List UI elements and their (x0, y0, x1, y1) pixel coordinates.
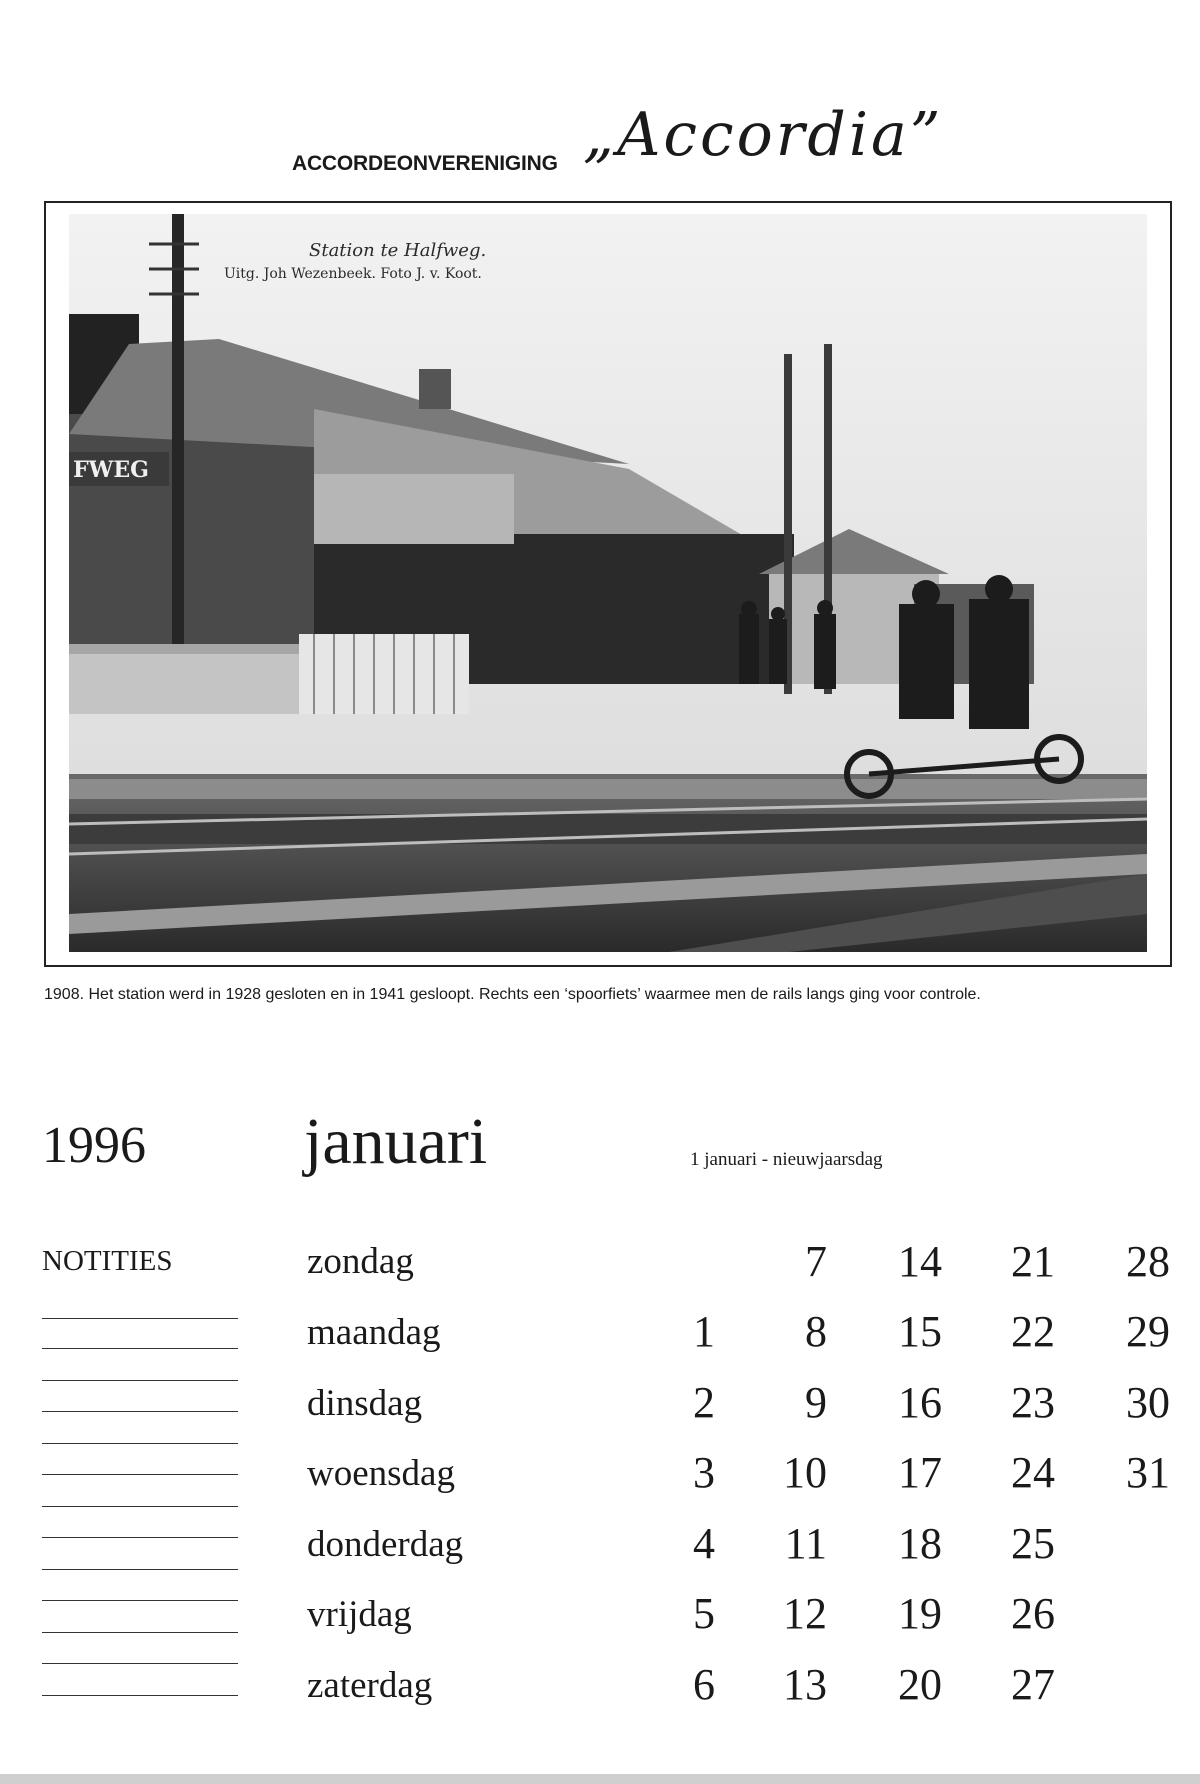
note-line (42, 1632, 238, 1633)
calendar-month: januari (304, 1105, 488, 1178)
date-cell: 23 (1011, 1378, 1055, 1427)
note-line (42, 1537, 238, 1538)
calendar-header (0, 100, 1200, 190)
photo-frame (44, 201, 1172, 967)
organization-name: ACCORDEONVERENIGING (292, 152, 558, 175)
brand-logo-text: „Accordia” (583, 100, 944, 170)
photo-caption: 1908. Het station werd in 1928 gesloten en in 1941 gesloopt. Rechts een ‘spoorfiets’ waarmee men de rails langs ging voor controle. (44, 986, 981, 1003)
date-cell: 26 (1011, 1589, 1055, 1638)
date-cell: 7 (805, 1237, 827, 1286)
day-label-donderdag: donderdag (307, 1524, 464, 1565)
date-cell: 28 (1126, 1237, 1170, 1286)
day-label-woensdag: woensdag (307, 1453, 455, 1494)
note-line (42, 1506, 238, 1507)
date-cell: 31 (1126, 1448, 1170, 1497)
calendar-year: 1996 (42, 1117, 146, 1174)
date-cell: 11 (784, 1519, 827, 1568)
date-cell: 5 (693, 1589, 715, 1638)
note-line (42, 1411, 238, 1412)
postcard-credit: Uitg. Joh Wezenbeek. Foto J. v. Koot. (224, 266, 482, 282)
date-cell: 6 (693, 1660, 715, 1709)
notes-title: NOTITIES (42, 1245, 173, 1277)
note-line (42, 1663, 238, 1664)
station-sign-text: FWEG (73, 457, 149, 483)
day-label-maandag: maandag (307, 1312, 441, 1353)
date-cell: 19 (898, 1589, 942, 1638)
date-cell: 13 (783, 1660, 827, 1709)
day-label-zondag: zondag (307, 1241, 414, 1282)
note-line (42, 1474, 238, 1475)
date-cell: 30 (1126, 1378, 1170, 1427)
date-cell: 25 (1011, 1519, 1055, 1568)
note-line (42, 1318, 238, 1319)
date-cell: 3 (693, 1448, 715, 1497)
date-cell: 24 (1011, 1448, 1055, 1497)
date-cell: 21 (1011, 1237, 1055, 1286)
date-cell: 8 (805, 1307, 827, 1356)
historic-station-photo (69, 214, 1147, 952)
note-line (42, 1380, 238, 1381)
date-cell: 18 (898, 1519, 942, 1568)
note-line (42, 1569, 238, 1570)
date-cell: 17 (898, 1448, 942, 1497)
holiday-note: 1 januari - nieuwjaarsdag (690, 1149, 883, 1170)
date-cell: 2 (693, 1378, 715, 1427)
day-label-vrijdag: vrijdag (307, 1594, 412, 1635)
date-cell: 9 (805, 1378, 827, 1427)
date-cell: 4 (693, 1519, 715, 1568)
date-cell: 1 (693, 1307, 715, 1356)
note-line (42, 1695, 238, 1696)
note-line (42, 1600, 238, 1601)
page-edge (0, 1774, 1200, 1784)
date-cell: 16 (898, 1378, 942, 1427)
day-label-dinsdag: dinsdag (307, 1383, 423, 1424)
day-label-zaterdag: zaterdag (307, 1665, 433, 1706)
note-line (42, 1443, 238, 1444)
date-cell: 27 (1011, 1660, 1055, 1709)
date-cell: 15 (898, 1307, 942, 1356)
date-cell: 29 (1126, 1307, 1170, 1356)
postcard-title: Station te Halfweg. (309, 240, 487, 261)
date-cell: 20 (898, 1660, 942, 1709)
date-cell: 12 (783, 1589, 827, 1638)
note-line (42, 1348, 238, 1349)
date-cell: 10 (783, 1448, 827, 1497)
date-cell: 14 (898, 1237, 942, 1286)
date-cell: 22 (1011, 1307, 1055, 1356)
